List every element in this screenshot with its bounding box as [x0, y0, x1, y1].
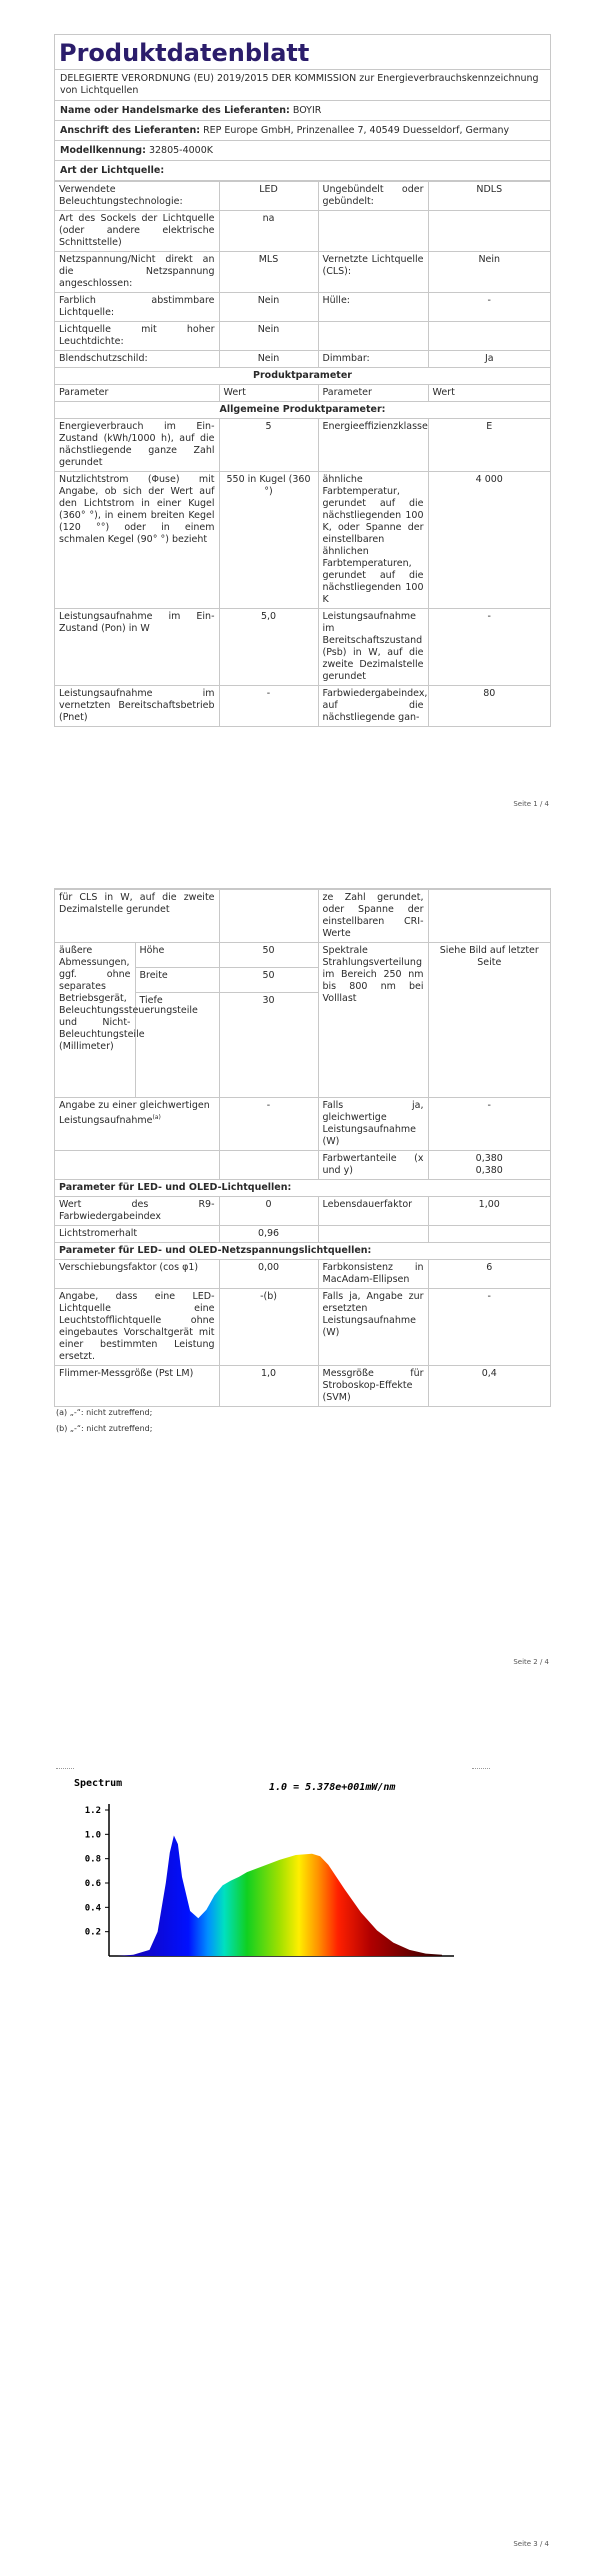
chroma-y: 0,380: [475, 1165, 503, 1176]
param-value: na: [219, 211, 318, 252]
table-row: [55, 252, 550, 293]
product-params-heading-row: [55, 368, 550, 385]
mains-heading: Parameter für LED- und OLED-Netzspannungslichtquellen:: [55, 1243, 550, 1260]
spectrum-chart: [54, 1760, 549, 1980]
param-label: Flimmer-Messgröße (Pst LM): [55, 1366, 219, 1407]
param-label: Energieeffizienzklasse: [318, 419, 428, 472]
table-row: [55, 686, 550, 727]
table-row: [55, 211, 550, 252]
dim-value: 50: [219, 943, 318, 968]
param-label: Lebensdauerfaktor: [318, 1197, 428, 1226]
param-value: -: [428, 293, 550, 322]
model-row: [55, 141, 550, 161]
chart-title: Spectrum: [74, 1778, 123, 1789]
param-value: 5: [219, 419, 318, 472]
param-value: [428, 322, 550, 351]
equiv-power-value: -: [428, 1098, 550, 1151]
y-tick-label: 0.4: [84, 1903, 101, 1914]
page-footer: Seite 3 / 4: [513, 2540, 549, 2548]
page-1: [0, 0, 603, 820]
param-label: Dimmbar:: [318, 351, 428, 368]
spectrum-svg: [54, 1760, 549, 1980]
y-tick-label: 0.8: [84, 1854, 101, 1865]
param-label: Angabe, dass eine LED-Lichtquelle eine Leuchtstofflichtquelle ohne eingebautes Vorschaltgerät mit einer bestimmten Leistung ersetzt.: [55, 1289, 219, 1366]
model-label: Modellkennung:: [60, 145, 146, 156]
footnote-a: (a) „-“: nicht zutreffend;: [56, 1408, 153, 1417]
type-table-wrap: [55, 181, 550, 727]
param-value: Nein: [219, 322, 318, 351]
param-value: 1,00: [428, 1197, 550, 1226]
param-label: [318, 211, 428, 252]
table-row: [55, 1289, 550, 1366]
chart-annotation: 1.0 = 5.378e+001mW/nm: [269, 1782, 396, 1793]
param-value: [428, 1226, 550, 1243]
param-value: NDLS: [428, 182, 550, 211]
param-label: Farblich abstimmbare Lichtquelle:: [55, 293, 219, 322]
dim-value: 50: [219, 968, 318, 993]
table-row: [55, 1260, 550, 1289]
dims-row: [55, 943, 550, 968]
param-label: Blendschutzschild:: [55, 351, 219, 368]
param-label: [318, 322, 428, 351]
general-params-heading: Allgemeine Produktparameter:: [55, 402, 550, 419]
supplier-name: BOYIR: [292, 105, 322, 116]
col-header: Parameter: [55, 385, 219, 402]
param-label: Wert des R9-Farbwiedergabeindex: [55, 1197, 219, 1226]
param-label: Leistungsaufnahme im vernetzten Bereitschaftsbetrieb (Pnet): [55, 686, 219, 727]
chroma-row: [55, 1151, 550, 1180]
product-params-heading: Produktparameter: [55, 368, 550, 385]
datasheet-frame: [54, 34, 551, 727]
param-value: 80: [428, 686, 550, 727]
regulation-text: DELEGIERTE VERORDNUNG (EU) 2019/2015 DER KOMMISSION zur Energieverbrauchskennzeichnung von Lichtquellen: [55, 70, 550, 101]
col-header: Wert: [219, 385, 318, 402]
light-source-type-heading: Art der Lichtquelle:: [55, 161, 550, 181]
table-row: [55, 1366, 550, 1407]
spectral-label: Spektrale Strahlungsverteilung im Bereich 250 nm bis 800 nm bei Volllast: [318, 943, 428, 1098]
table-row: [55, 419, 550, 472]
chroma-label: Farbwertanteile (x und y): [318, 1151, 428, 1180]
column-header-row: [55, 385, 550, 402]
page-footer: Seite 2 / 4: [513, 1658, 549, 1666]
page-footer: Seite 1 / 4: [513, 800, 549, 808]
y-ticks: [85, 1806, 109, 1938]
y-tick-label: 1.0: [84, 1830, 101, 1841]
table-row: [55, 293, 550, 322]
param-value: Nein: [219, 293, 318, 322]
param-label: Farbkonsistenz in MacAdam-Ellipsen: [318, 1260, 428, 1289]
param-value: 4 000: [428, 472, 550, 609]
param-value: 0,96: [219, 1226, 318, 1243]
table-row: [55, 182, 550, 211]
param-value: 1,0: [219, 1366, 318, 1407]
continued-param-left: für CLS in W, auf die zweite Dezimalstelle gerundet: [55, 890, 219, 943]
col-header: Wert: [428, 385, 550, 402]
param-label: Lichtstromerhalt: [55, 1226, 219, 1243]
dim-name: Tiefe: [135, 993, 219, 1098]
param-label: [318, 1226, 428, 1243]
supplier-address-row: [55, 121, 550, 141]
y-tick-label: 0.2: [84, 1927, 101, 1938]
equiv-label: Angabe zu einer gleichwertigen Leistungsaufnahme: [59, 1100, 210, 1127]
equiv-value: -: [219, 1098, 318, 1151]
param-value: -: [428, 609, 550, 686]
param-value: 0,00: [219, 1260, 318, 1289]
param-value: 6: [428, 1260, 550, 1289]
led-heading-row: [55, 1180, 550, 1197]
param-label: Vernetzte Lichtquelle (CLS):: [318, 252, 428, 293]
param-value: 0: [219, 1197, 318, 1226]
param-label: Hülle:: [318, 293, 428, 322]
param-value: 0,4: [428, 1366, 550, 1407]
empty-cell: [428, 890, 550, 943]
chroma-values: [428, 1151, 550, 1180]
equiv-row: [55, 1098, 550, 1151]
param-label: Messgröße für Stroboskop-Effekte (SVM): [318, 1366, 428, 1407]
type-table: [55, 181, 550, 727]
table-row: [55, 609, 550, 686]
param-value: Nein: [219, 351, 318, 368]
supplier-address: REP Europe GmbH, Prinzenallee 7, 40549 Duesseldorf, Germany: [203, 125, 510, 136]
supplier-address-label: Anschrift des Lieferanten:: [60, 125, 201, 136]
param-value: MLS: [219, 252, 318, 293]
param-label: ähnliche Farbtemperatur, gerundet auf die nächstliegenden 100 K, oder Spanne der einstellbaren ähnlichen Farbtemperaturen, gerundet auf die nächstliegenden 100 K: [318, 472, 428, 609]
footnote-b: (b) „-“: nicht zutreffend;: [56, 1424, 153, 1433]
param-label: Lichtquelle mit hoher Leuchtdichte:: [55, 322, 219, 351]
param-value: Ja: [428, 351, 550, 368]
datasheet-frame-continued: [54, 888, 551, 1407]
supplier-name-row: [55, 101, 550, 121]
param-label: Leistungsaufnahme im Bereitschaftszustand (Psb) in W, auf die zweite Dezimalstelle gerundet: [318, 609, 428, 686]
table-row: [55, 1197, 550, 1226]
led-heading: Parameter für LED- und OLED-Lichtquellen:: [55, 1180, 550, 1197]
dim-value: 30: [219, 993, 318, 1098]
dim-name: Breite: [135, 968, 219, 993]
param-label: Energieverbrauch im Ein-Zustand (kWh/1000 h), auf die nächstliegende ganze Zahl gerundet: [55, 419, 219, 472]
table-row: [55, 1226, 550, 1243]
param-label: Art des Sockels der Lichtquelle (oder andere elektrische Schnittstelle): [55, 211, 219, 252]
y-tick-label: 1.2: [84, 1806, 101, 1816]
continued-row: [55, 890, 550, 943]
equiv-sup: (a): [152, 1114, 161, 1121]
model-id: 32805-4000K: [148, 145, 213, 156]
param-value: 550 in Kugel (360 °): [219, 472, 318, 609]
param-label: Netzspannung/Nicht direkt an die Netzspannung angeschlossen:: [55, 252, 219, 293]
param-label: Farbwiedergabeindex, auf die nächstliegende gan-: [318, 686, 428, 727]
table-row: [55, 322, 550, 351]
param-label: Falls ja, Angabe zur ersetzten Leistungsaufnahme (W): [318, 1289, 428, 1366]
general-params-heading-row: [55, 402, 550, 419]
param-label: Ungebündelt oder gebündelt:: [318, 182, 428, 211]
table-row: [55, 351, 550, 368]
continued-table: [55, 889, 550, 1407]
empty-cell: [55, 1151, 219, 1180]
param-value: Nein: [428, 252, 550, 293]
param-label: Nutzlichtstrom (Φuse) mit Angabe, ob sich der Wert auf den Lichtstrom in einer Kugel (360° °), in einem breiten Kegel (120 °°) oder in einem schmalen Kegel (90° °) bezieht: [55, 472, 219, 609]
page-3: [0, 1740, 603, 2560]
param-value: E: [428, 419, 550, 472]
param-value: -: [428, 1289, 550, 1366]
equiv-label-cell: [55, 1098, 219, 1151]
param-value: -(b): [219, 1289, 318, 1366]
param-value: LED: [219, 182, 318, 211]
mains-heading-row: [55, 1243, 550, 1260]
page-2: [0, 880, 603, 1680]
continued-table-wrap: [55, 889, 550, 1407]
dim-name: Höhe: [135, 943, 219, 968]
spectrum-area: [117, 1836, 442, 1957]
spectral-value: Siehe Bild auf letzter Seite: [428, 943, 550, 1098]
param-label: Verwendete Beleuchtungstechnologie:: [55, 182, 219, 211]
page-title: Produktdatenblatt: [55, 35, 550, 70]
table-row: [55, 472, 550, 609]
empty-cell: [219, 890, 318, 943]
chroma-x: 0,380: [475, 1153, 503, 1164]
empty-cell: [219, 1151, 318, 1180]
param-value: 5,0: [219, 609, 318, 686]
equiv-power-label: Falls ja, gleichwertige Leistungsaufnahme (W): [318, 1098, 428, 1151]
col-header: Parameter: [318, 385, 428, 402]
param-label: Verschiebungsfaktor (cos φ1): [55, 1260, 219, 1289]
param-value: [428, 211, 550, 252]
continued-param-right: ze Zahl gerundet, oder Spanne der einstellbaren CRI-Werte: [318, 890, 428, 943]
param-value: -: [219, 686, 318, 727]
param-label: Leistungsaufnahme im Ein-Zustand (Pon) in W: [55, 609, 219, 686]
y-tick-label: 0.6: [84, 1879, 101, 1889]
supplier-name-label: Name oder Handelsmarke des Lieferanten:: [60, 105, 290, 116]
dims-label: äußere Abmessungen, ggf. ohne separates Betriebsgerät, Beleuchtungssteuerungsteile und Nicht-Beleuchtungsteile (Millimeter): [55, 943, 135, 1098]
